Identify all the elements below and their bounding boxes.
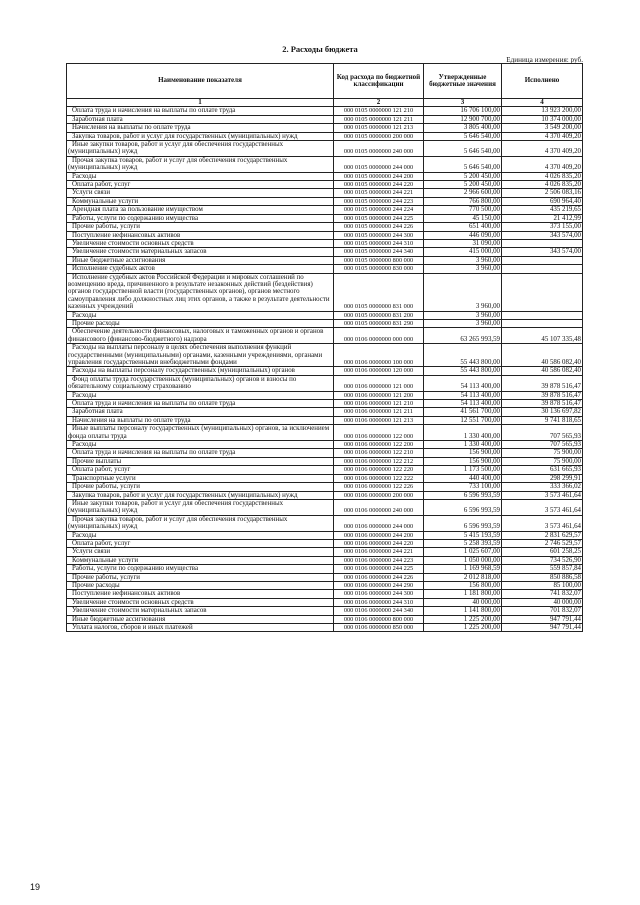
row-name-cell: Расходы bbox=[67, 441, 334, 449]
row-code-cell: 000 0105 0000000 244 000 bbox=[334, 156, 424, 172]
row-approved-cell: 5 646 540,00 bbox=[424, 132, 502, 140]
row-code-cell: 000 0105 0000000 244 225 bbox=[334, 214, 424, 222]
row-code-cell: 000 0106 0000000 244 226 bbox=[334, 573, 424, 581]
row-code-cell: 000 0106 0000000 122 200 bbox=[334, 441, 424, 449]
table-row bbox=[67, 539, 583, 547]
row-code-cell: 000 0105 0000000 200 000 bbox=[334, 132, 424, 140]
row-approved-cell: 3 960,00 bbox=[424, 319, 502, 327]
row-approved-cell: 1 330 400,00 bbox=[424, 441, 502, 449]
row-approved-cell: 54 113 400,00 bbox=[424, 400, 502, 408]
row-executed-cell: 850 886,58 bbox=[502, 573, 583, 581]
table-row bbox=[67, 615, 583, 623]
table-row bbox=[67, 391, 583, 399]
row-code-cell: 000 0106 0000000 850 000 bbox=[334, 624, 424, 632]
row-approved-cell: 770 500,00 bbox=[424, 206, 502, 214]
row-name-cell: Начисления на выплаты по оплате труда bbox=[67, 416, 334, 424]
row-name-cell: Закупка товаров, работ и услуг для государственных (муниципальных) нужд bbox=[67, 491, 334, 499]
row-approved-cell: 5 258 393,59 bbox=[424, 539, 502, 547]
row-approved-cell: 40 000,00 bbox=[424, 598, 502, 606]
header-approved: Утвержденные бюджетные значения bbox=[424, 64, 502, 99]
row-name-cell: Поступление нефинансовых активов bbox=[67, 590, 334, 598]
row-name-cell: Прочие выплаты bbox=[67, 457, 334, 465]
row-code-cell: 000 0105 0000000 121 210 bbox=[334, 107, 424, 115]
row-name-cell: Оплата труда и начисления на выплаты по оплате труда bbox=[67, 400, 334, 408]
units-label: Единица измерения: руб. bbox=[506, 56, 583, 64]
row-approved-cell: 1 141 800,00 bbox=[424, 607, 502, 615]
row-approved-cell: 3 960,00 bbox=[424, 256, 502, 264]
row-executed-cell bbox=[502, 273, 583, 311]
row-approved-cell: 12 900 700,00 bbox=[424, 115, 502, 123]
row-executed-cell: 2 746 529,57 bbox=[502, 539, 583, 547]
row-code-cell: 000 0106 0000000 244 221 bbox=[334, 548, 424, 556]
table-row bbox=[67, 156, 583, 172]
row-approved-cell: 41 561 700,00 bbox=[424, 408, 502, 416]
table-row bbox=[67, 319, 583, 327]
row-name-cell: Оплата работ, услуг bbox=[67, 181, 334, 189]
header-col-number: 1 bbox=[67, 99, 334, 107]
row-name-cell: Увеличение стоимости основных средств bbox=[67, 598, 334, 606]
row-name-cell: Увеличение стоимости основных средств bbox=[67, 239, 334, 247]
row-name-cell: Оплата работ, услуг bbox=[67, 466, 334, 474]
row-approved-cell: 446 090,00 bbox=[424, 231, 502, 239]
row-code-cell: 000 0105 0000000 244 310 bbox=[334, 239, 424, 247]
row-name-cell: Исполнение судебных актов Российской Федерации и мировых соглашений по возмещению вреда, причиненного в результате незаконных действий (бездействия) органов государственной власти (государственных органов), органов местного самоуправления либо должностных лиц этих органов, а также в результате деятельности казенных учреждений bbox=[67, 273, 334, 311]
table-row bbox=[67, 425, 583, 441]
row-name-cell: Коммунальные услуги bbox=[67, 556, 334, 564]
row-approved-cell: 16 706 100,00 bbox=[424, 107, 502, 115]
row-code-cell: 000 0105 0000000 244 340 bbox=[334, 248, 424, 256]
table-row bbox=[67, 375, 583, 391]
row-executed-cell: 373 155,00 bbox=[502, 223, 583, 231]
row-name-cell: Уплата налогов, сборов и иных платежей bbox=[67, 624, 334, 632]
row-name-cell: Расходы на выплаты персоналу в целях обеспечения выполнения функций государственными (муниципальными) органами, казенными учреждениями, органами управления государственными внебюджетными фондами bbox=[67, 344, 334, 367]
row-name-cell: Прочая закупка товаров, работ и услуг для обеспечения государственных (муниципальных) нужд bbox=[67, 515, 334, 531]
row-executed-cell: 707 565,93 bbox=[502, 441, 583, 449]
row-name-cell: Оплата труда и начисления на выплаты по оплате труда bbox=[67, 449, 334, 457]
row-executed-cell: 21 412,99 bbox=[502, 214, 583, 222]
row-approved-cell: 6 596 993,59 bbox=[424, 515, 502, 531]
row-executed-cell bbox=[502, 265, 583, 273]
row-name-cell: Расходы bbox=[67, 531, 334, 539]
row-executed-cell: 40 586 082,40 bbox=[502, 344, 583, 367]
table-row bbox=[67, 474, 583, 482]
row-name-cell: Прочая закупка товаров, работ и услуг для обеспечения государственных (муниципальных) нужд bbox=[67, 156, 334, 172]
table-row bbox=[67, 491, 583, 499]
row-name-cell: Заработная плата bbox=[67, 408, 334, 416]
row-executed-cell bbox=[502, 239, 583, 247]
table-row bbox=[67, 598, 583, 606]
row-code-cell: 000 0106 0000000 121 200 bbox=[334, 391, 424, 399]
row-name-cell: Прочие работы, услуги bbox=[67, 573, 334, 581]
table-row bbox=[67, 328, 583, 344]
table-row bbox=[67, 124, 583, 132]
row-executed-cell: 4 026 835,20 bbox=[502, 172, 583, 180]
section-title: 2. Расходы бюджета bbox=[282, 44, 358, 54]
row-executed-cell bbox=[502, 319, 583, 327]
row-code-cell: 000 0105 0000000 244 220 bbox=[334, 181, 424, 189]
row-name-cell: Закупка товаров, работ и услуг для государственных (муниципальных) нужд bbox=[67, 132, 334, 140]
row-approved-cell: 31 090,00 bbox=[424, 239, 502, 247]
row-executed-cell: 40 586 082,40 bbox=[502, 367, 583, 375]
row-code-cell: 000 0105 0000000 830 000 bbox=[334, 265, 424, 273]
row-code-cell: 000 0105 0000000 121 213 bbox=[334, 124, 424, 132]
table-row bbox=[67, 441, 583, 449]
row-approved-cell: 54 113 400,00 bbox=[424, 391, 502, 399]
row-code-cell: 000 0106 0000000 200 000 bbox=[334, 491, 424, 499]
row-executed-cell: 298 299,91 bbox=[502, 474, 583, 482]
table-row bbox=[67, 107, 583, 115]
row-code-cell: 000 0105 0000000 244 226 bbox=[334, 223, 424, 231]
row-approved-cell: 1 025 607,00 bbox=[424, 548, 502, 556]
row-approved-cell: 733 100,00 bbox=[424, 483, 502, 491]
row-name-cell: Прочие расходы bbox=[67, 319, 334, 327]
header-col-number: 2 bbox=[334, 99, 424, 107]
row-approved-cell: 6 596 993,59 bbox=[424, 491, 502, 499]
row-name-cell: Начисления на выплаты по оплате труда bbox=[67, 124, 334, 132]
row-executed-cell: 3 573 461,64 bbox=[502, 491, 583, 499]
row-executed-cell: 343 574,00 bbox=[502, 248, 583, 256]
row-code-cell: 000 0106 0000000 240 000 bbox=[334, 499, 424, 515]
row-executed-cell: 734 526,90 bbox=[502, 556, 583, 564]
table-row bbox=[67, 367, 583, 375]
table-row bbox=[67, 223, 583, 231]
row-code-cell: 000 0106 0000000 122 220 bbox=[334, 466, 424, 474]
header-executed: Исполнено bbox=[502, 64, 583, 99]
row-name-cell: Поступление нефинансовых активов bbox=[67, 231, 334, 239]
row-approved-cell: 1 050 000,00 bbox=[424, 556, 502, 564]
table-row bbox=[67, 416, 583, 424]
row-executed-cell: 559 857,84 bbox=[502, 565, 583, 573]
row-approved-cell: 55 443 800,00 bbox=[424, 367, 502, 375]
table-row bbox=[67, 457, 583, 465]
row-approved-cell: 54 113 400,00 bbox=[424, 375, 502, 391]
row-name-cell: Прочие работы, услуги bbox=[67, 483, 334, 491]
row-executed-cell: 13 923 200,00 bbox=[502, 107, 583, 115]
row-code-cell: 000 0105 0000000 831 200 bbox=[334, 311, 424, 319]
row-approved-cell: 5 200 450,00 bbox=[424, 172, 502, 180]
row-executed-cell: 601 258,25 bbox=[502, 548, 583, 556]
row-approved-cell: 440 400,00 bbox=[424, 474, 502, 482]
row-code-cell: 000 0106 0000000 244 200 bbox=[334, 531, 424, 539]
row-code-cell: 000 0106 0000000 122 000 bbox=[334, 425, 424, 441]
row-name-cell: Услуги связи bbox=[67, 189, 334, 197]
row-name-cell: Оплата труда и начисления на выплаты по оплате труда bbox=[67, 107, 334, 115]
row-name-cell: Иные бюджетные ассигнования bbox=[67, 615, 334, 623]
table-row bbox=[67, 344, 583, 367]
table-row bbox=[67, 408, 583, 416]
table-row bbox=[67, 214, 583, 222]
row-approved-cell: 156 900,00 bbox=[424, 457, 502, 465]
row-executed-cell: 4 370 409,20 bbox=[502, 141, 583, 157]
header-name: Наименование показателя bbox=[67, 64, 334, 99]
row-name-cell: Фонд оплаты труда государственных (муниципальных) органов и взносы по обязательному социальному страхованию bbox=[67, 375, 334, 391]
row-name-cell: Исполнение судебных актов bbox=[67, 265, 334, 273]
row-approved-cell: 2 012 818,00 bbox=[424, 573, 502, 581]
row-executed-cell: 947 791,44 bbox=[502, 615, 583, 623]
row-code-cell: 000 0106 0000000 121 213 bbox=[334, 416, 424, 424]
row-executed-cell: 701 832,07 bbox=[502, 607, 583, 615]
row-code-cell: 000 0106 0000000 122 212 bbox=[334, 457, 424, 465]
row-name-cell: Заработная плата bbox=[67, 115, 334, 123]
row-name-cell: Работы, услуги по содержанию имущества bbox=[67, 565, 334, 573]
table-row bbox=[67, 273, 583, 311]
row-approved-cell: 156 900,00 bbox=[424, 449, 502, 457]
header-code: Код расхода по бюджетной классификации bbox=[334, 64, 424, 99]
row-approved-cell: 3 805 400,00 bbox=[424, 124, 502, 132]
row-code-cell: 000 0106 0000000 244 000 bbox=[334, 515, 424, 531]
row-code-cell: 000 0106 0000000 244 300 bbox=[334, 590, 424, 598]
row-executed-cell: 39 878 516,47 bbox=[502, 400, 583, 408]
table-row bbox=[67, 231, 583, 239]
row-code-cell: 000 0105 0000000 244 300 bbox=[334, 231, 424, 239]
row-executed-cell: 75 900,00 bbox=[502, 457, 583, 465]
row-executed-cell: 343 574,00 bbox=[502, 231, 583, 239]
row-executed-cell: 690 964,40 bbox=[502, 197, 583, 205]
row-name-cell: Иные выплаты персоналу государственных (муниципальных) органов, за исключением фонда оплаты труда bbox=[67, 425, 334, 441]
row-approved-cell: 1 169 968,59 bbox=[424, 565, 502, 573]
row-code-cell: 000 0106 0000000 121 210 bbox=[334, 400, 424, 408]
row-approved-cell: 3 960,00 bbox=[424, 265, 502, 273]
row-executed-cell: 4 370 409,20 bbox=[502, 132, 583, 140]
row-name-cell: Прочие расходы bbox=[67, 581, 334, 589]
row-code-cell: 000 0106 0000000 121 000 bbox=[334, 375, 424, 391]
row-code-cell: 000 0105 0000000 831 000 bbox=[334, 273, 424, 311]
row-executed-cell: 9 741 818,65 bbox=[502, 416, 583, 424]
table-row bbox=[67, 189, 583, 197]
row-approved-cell: 651 400,00 bbox=[424, 223, 502, 231]
table-row bbox=[67, 581, 583, 589]
table-row bbox=[67, 466, 583, 474]
row-executed-cell: 4 026 835,20 bbox=[502, 181, 583, 189]
table-row bbox=[67, 565, 583, 573]
row-name-cell: Увеличение стоимости материальных запасов bbox=[67, 248, 334, 256]
row-approved-cell: 6 596 993,59 bbox=[424, 499, 502, 515]
row-approved-cell: 5 200 450,00 bbox=[424, 181, 502, 189]
row-code-cell: 000 0106 0000000 100 000 bbox=[334, 344, 424, 367]
row-executed-cell: 10 374 000,00 bbox=[502, 115, 583, 123]
table-row bbox=[67, 141, 583, 157]
row-executed-cell: 75 900,00 bbox=[502, 449, 583, 457]
table-row bbox=[67, 172, 583, 180]
row-approved-cell: 45 150,00 bbox=[424, 214, 502, 222]
row-executed-cell: 3 549 200,00 bbox=[502, 124, 583, 132]
row-approved-cell: 1 181 800,00 bbox=[424, 590, 502, 598]
row-code-cell: 000 0106 0000000 244 290 bbox=[334, 581, 424, 589]
row-code-cell: 000 0106 0000000 244 340 bbox=[334, 607, 424, 615]
row-executed-cell: 333 366,02 bbox=[502, 483, 583, 491]
row-name-cell: Иные закупки товаров, работ и услуг для обеспечения государственных (муниципальных) нужд bbox=[67, 141, 334, 157]
row-code-cell: 000 0106 0000000 244 310 bbox=[334, 598, 424, 606]
table-row bbox=[67, 590, 583, 598]
row-executed-cell: 45 107 335,48 bbox=[502, 328, 583, 344]
table-row bbox=[67, 181, 583, 189]
row-name-cell: Иные бюджетные ассигнования bbox=[67, 256, 334, 264]
row-code-cell: 000 0105 0000000 800 000 bbox=[334, 256, 424, 264]
row-code-cell: 000 0105 0000000 244 200 bbox=[334, 172, 424, 180]
table-row bbox=[67, 483, 583, 491]
row-approved-cell: 1 225 200,00 bbox=[424, 615, 502, 623]
table-row bbox=[67, 400, 583, 408]
table-row bbox=[67, 256, 583, 264]
row-approved-cell: 1 225 200,00 bbox=[424, 624, 502, 632]
table-row bbox=[67, 531, 583, 539]
table-row bbox=[67, 499, 583, 515]
row-code-cell: 000 0106 0000000 244 220 bbox=[334, 539, 424, 547]
row-code-cell: 000 0106 0000000 122 222 bbox=[334, 474, 424, 482]
table-row bbox=[67, 115, 583, 123]
table-row bbox=[67, 132, 583, 140]
row-code-cell: 000 0105 0000000 831 290 bbox=[334, 319, 424, 327]
header-col-number: 3 bbox=[424, 99, 502, 107]
row-code-cell: 000 0106 0000000 000 000 bbox=[334, 328, 424, 344]
row-executed-cell: 39 878 516,47 bbox=[502, 375, 583, 391]
row-executed-cell: 4 370 409,20 bbox=[502, 156, 583, 172]
row-executed-cell: 435 219,65 bbox=[502, 206, 583, 214]
row-name-cell: Расходы на выплаты персоналу государственных (муниципальных) органов bbox=[67, 367, 334, 375]
row-approved-cell: 5 646 540,00 bbox=[424, 141, 502, 157]
page-number: 19 bbox=[30, 882, 41, 892]
table-row bbox=[67, 449, 583, 457]
row-executed-cell: 85 100,00 bbox=[502, 581, 583, 589]
table-row bbox=[67, 197, 583, 205]
row-code-cell: 000 0105 0000000 244 221 bbox=[334, 189, 424, 197]
row-executed-cell bbox=[502, 256, 583, 264]
row-code-cell: 000 0105 0000000 244 223 bbox=[334, 197, 424, 205]
row-name-cell: Расходы bbox=[67, 172, 334, 180]
row-code-cell: 000 0106 0000000 122 226 bbox=[334, 483, 424, 491]
row-code-cell: 000 0105 0000000 240 000 bbox=[334, 141, 424, 157]
row-executed-cell: 2 831 629,57 bbox=[502, 531, 583, 539]
row-code-cell: 000 0106 0000000 120 000 bbox=[334, 367, 424, 375]
table-row bbox=[67, 265, 583, 273]
row-executed-cell: 707 565,93 bbox=[502, 425, 583, 441]
row-executed-cell: 39 878 516,47 bbox=[502, 391, 583, 399]
row-code-cell: 000 0106 0000000 122 210 bbox=[334, 449, 424, 457]
row-name-cell: Обеспечение деятельности финансовых, налоговых и таможенных органов и органов финансового (финансово-бюджетного) надзора bbox=[67, 328, 334, 344]
row-executed-cell: 741 832,07 bbox=[502, 590, 583, 598]
table-row bbox=[67, 206, 583, 214]
row-approved-cell: 2 966 600,00 bbox=[424, 189, 502, 197]
row-name-cell: Расходы bbox=[67, 391, 334, 399]
row-approved-cell: 63 265 993,59 bbox=[424, 328, 502, 344]
row-code-cell: 000 0105 0000000 121 211 bbox=[334, 115, 424, 123]
row-code-cell: 000 0106 0000000 244 223 bbox=[334, 556, 424, 564]
row-approved-cell: 3 960,00 bbox=[424, 311, 502, 319]
table-row bbox=[67, 248, 583, 256]
row-code-cell: 000 0106 0000000 244 225 bbox=[334, 565, 424, 573]
row-name-cell: Расходы bbox=[67, 311, 334, 319]
row-name-cell: Услуги связи bbox=[67, 548, 334, 556]
table-row bbox=[67, 624, 583, 632]
table-body bbox=[67, 107, 583, 632]
row-code-cell: 000 0106 0000000 800 000 bbox=[334, 615, 424, 623]
table-row bbox=[67, 239, 583, 247]
row-name-cell: Прочие работы, услуги bbox=[67, 223, 334, 231]
row-executed-cell: 947 791,44 bbox=[502, 624, 583, 632]
row-executed-cell: 3 573 461,64 bbox=[502, 515, 583, 531]
row-approved-cell: 3 960,00 bbox=[424, 273, 502, 311]
row-approved-cell: 156 800,00 bbox=[424, 581, 502, 589]
row-approved-cell: 1 330 400,00 bbox=[424, 425, 502, 441]
row-name-cell: Работы, услуги по содержанию имущества bbox=[67, 214, 334, 222]
row-approved-cell: 12 551 700,00 bbox=[424, 416, 502, 424]
row-approved-cell: 415 000,00 bbox=[424, 248, 502, 256]
row-approved-cell: 766 800,00 bbox=[424, 197, 502, 205]
table-row bbox=[67, 573, 583, 581]
row-executed-cell: 2 506 083,16 bbox=[502, 189, 583, 197]
row-executed-cell: 30 136 697,82 bbox=[502, 408, 583, 416]
row-executed-cell bbox=[502, 311, 583, 319]
row-approved-cell: 5 415 193,59 bbox=[424, 531, 502, 539]
table-row bbox=[67, 556, 583, 564]
row-approved-cell: 5 646 540,00 bbox=[424, 156, 502, 172]
row-approved-cell: 1 173 500,00 bbox=[424, 466, 502, 474]
row-name-cell: Арендная плата за пользование имуществом bbox=[67, 206, 334, 214]
row-executed-cell: 631 665,93 bbox=[502, 466, 583, 474]
table-row bbox=[67, 548, 583, 556]
row-code-cell: 000 0106 0000000 121 211 bbox=[334, 408, 424, 416]
table-row bbox=[67, 607, 583, 615]
row-executed-cell: 40 000,00 bbox=[502, 598, 583, 606]
row-name-cell: Иные закупки товаров, работ и услуг для обеспечения государственных (муниципальных) нужд bbox=[67, 499, 334, 515]
row-executed-cell: 3 573 461,64 bbox=[502, 499, 583, 515]
row-approved-cell: 55 443 800,00 bbox=[424, 344, 502, 367]
row-name-cell: Оплата работ, услуг bbox=[67, 539, 334, 547]
expenses-table bbox=[66, 63, 583, 632]
header-col-number: 4 bbox=[502, 99, 583, 107]
row-name-cell: Транспортные услуги bbox=[67, 474, 334, 482]
row-code-cell: 000 0105 0000000 244 224 bbox=[334, 206, 424, 214]
row-name-cell: Увеличение стоимости материальных запасов bbox=[67, 607, 334, 615]
table-row bbox=[67, 515, 583, 531]
row-name-cell: Коммунальные услуги bbox=[67, 197, 334, 205]
table-row bbox=[67, 311, 583, 319]
